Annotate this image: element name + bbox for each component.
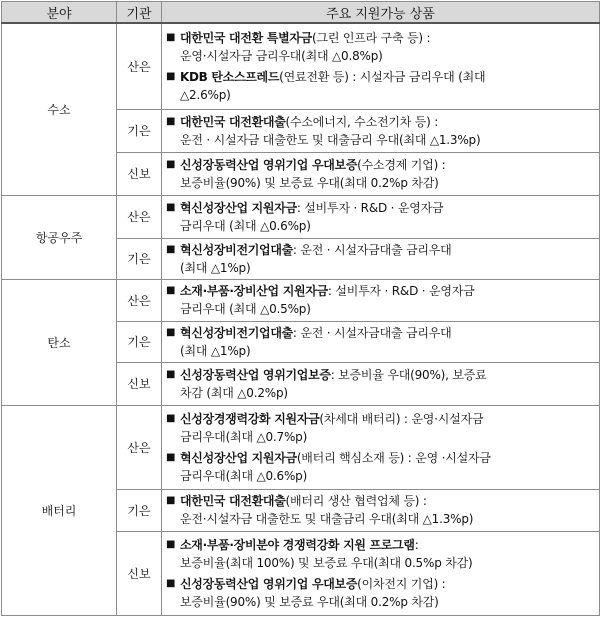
square-bullet-icon: ■ [166,368,176,380]
product-line-2: 금리우대(최대 △0.7%p) [180,429,308,444]
product-detail: (그린 인프라 구축 등) : [311,30,431,45]
product-detail: : 운전 · 시설자금대출 금리우대 [292,325,452,340]
product-name: 신성장경쟁력강화 지원자금 [180,411,320,426]
products-cell [162,152,600,195]
product-line-2: 금리우대 (최대 △0.6%p) [180,218,311,233]
product-name: 혁신성장산업 지원자금 [180,450,297,465]
product-detail: (배터리 핵심소재 등) : 운영 ·시설자금 [296,450,491,465]
product-line-1 [166,113,593,131]
field-cell: 수소 [2,23,117,195]
product-item [166,410,593,446]
product-detail: : [414,537,419,552]
product-item [166,536,593,572]
product-name: KDB 탄소스프레드 [180,69,280,84]
product-line-1 [166,536,593,554]
product-item [166,199,593,235]
square-bullet-icon: ■ [166,201,176,213]
product-name: 신성장동력산업 영위기업 우대보증 [180,157,358,172]
product-item [166,366,593,402]
product-detail: (차세대 배터리) : 운영·시설자금 [319,411,484,426]
product-name: 소재·부품·장비산업 지원자금 [180,284,328,298]
product-detail: : 설비투자 · R&D · 운영자금 [296,200,444,215]
products-cell [162,23,600,109]
square-bullet-icon: ■ [166,538,176,550]
agency-cell: 신보 [117,152,162,195]
product-name: 소재·부품·장비분야 경쟁력강화 지원 프로그램 [180,537,415,552]
product-name: 혁신성장비전기업대출 [180,242,293,257]
product-line-2: (최대 △1%p) [180,260,251,275]
products-cell [162,238,600,279]
square-bullet-icon: ■ [166,285,176,296]
product-item [166,113,593,149]
product-line-2: 운전 · 시설자금 대출한도 및 대출금리 우대(최대 △1.3%p) [180,132,481,147]
product-line-1 [166,29,593,47]
product-item [166,68,593,104]
product-detail: : 보증비율 우대(90%), 보증료 [330,367,487,382]
product-detail: (수소경제 기업) : [357,157,446,172]
header-field: 분야 [2,2,117,24]
product-name: 대한민국 대전환대출 [180,114,286,129]
product-line-2: 차감 (최대 △0.2%p) [180,385,288,400]
product-line-1 [166,492,593,510]
products-cell [162,531,600,615]
product-line-2: 운전·시설자금 대출한도 및 대출금리 우대(최대 △1.3%p) [180,512,474,526]
square-bullet-icon: ■ [166,243,176,255]
product-detail: (수소에너지, 수소전기차 등) : [285,114,439,129]
product-line-1 [166,282,593,300]
product-detail: : 설비투자 · R&D · 운영자금 [327,284,475,298]
agency-cell: 신보 [117,531,162,615]
agency-cell: 신보 [117,362,162,405]
table-row [2,23,600,109]
header-row [2,2,600,24]
square-bullet-icon: ■ [166,31,176,43]
product-name: 신성장동력산업 영위기업 우대보증 [180,576,358,591]
agency-cell: 기은 [117,321,162,362]
product-item [166,29,593,65]
field-cell: 배터리 [2,405,117,615]
square-bullet-icon: ■ [166,495,176,506]
product-item [166,241,593,277]
product-name: 대한민국 대전환 특별자금 [180,30,312,45]
product-detail: (연료전환 등) : 시설자금 금리우대 (최대 [279,69,486,84]
table-row [2,405,600,489]
product-line-1 [166,68,593,86]
table-row [2,195,600,238]
product-line-1 [166,410,593,428]
agency-cell: 산은 [117,279,162,321]
header-agency: 기관 [117,2,162,24]
square-bullet-icon: ■ [166,326,176,338]
table-row [2,279,600,321]
square-bullet-icon: ■ [166,70,176,82]
product-item [166,492,593,528]
product-item [166,324,593,360]
product-detail: (이차전지 기업) : [357,576,446,591]
products-cell [162,405,600,489]
products-cell [162,195,600,238]
agency-cell: 기은 [117,109,162,152]
product-name: 신성장동력산업 영위기업보증 [180,367,331,382]
product-name: 혁신성장비전기업대출 [180,325,293,340]
square-bullet-icon: ■ [166,158,176,170]
agency-cell: 기은 [117,489,162,531]
product-line-2: △2.6%p) [180,87,231,102]
product-item [166,449,593,485]
product-line-1 [166,199,593,217]
products-cell [162,279,600,321]
square-bullet-icon: ■ [166,577,176,589]
agency-cell: 산은 [117,195,162,238]
product-name: 대한민국 대전환대출 [180,494,286,508]
products-cell [162,321,600,362]
product-line-2: 보증비율(90%) 및 보증료 우대(최대 0.2%p 차감) [180,175,439,190]
product-line-1 [166,156,593,174]
product-line-2: 보증비율(90%) 및 보증료 우대(최대 0.2%p 차감) [180,594,439,609]
header-products: 주요 지원가능 상품 [162,2,600,24]
support-products-table [1,1,600,616]
product-detail: : 운전 · 시설자금대출 금리우대 [292,242,452,257]
product-line-1 [166,241,593,259]
product-line-1 [166,366,593,384]
agency-cell: 기은 [117,238,162,279]
products-cell [162,489,600,531]
products-cell [162,362,600,405]
product-detail: (배터리 생산 협력업체 등) : [285,494,427,508]
product-line-1 [166,324,593,342]
products-cell [162,109,600,152]
field-cell: 탄소 [2,279,117,405]
square-bullet-icon: ■ [166,451,176,463]
agency-cell: 산은 [117,23,162,109]
product-item [166,575,593,611]
square-bullet-icon: ■ [166,115,176,127]
product-line-2: 운영·시설자금 금리우대(최대 △0.8%p) [180,48,383,63]
field-cell: 항공우주 [2,195,117,279]
product-name: 혁신성장산업 지원자금 [180,200,297,215]
table-body [2,23,600,615]
product-item [166,156,593,192]
product-line-2: 보증비율(최대 100%) 및 보증료 우대(최대 0.5%p 차감) [180,555,473,570]
product-line-2: (최대 △1%p) [180,343,251,358]
product-line-2: 금리우대 (최대 △0.5%p) [180,302,311,316]
product-line-1 [166,449,593,467]
agency-cell: 산은 [117,405,162,489]
product-item [166,282,593,318]
product-line-2: 금리우대(최대 △0.6%p) [180,468,308,483]
product-line-1 [166,575,593,593]
square-bullet-icon: ■ [166,412,176,424]
